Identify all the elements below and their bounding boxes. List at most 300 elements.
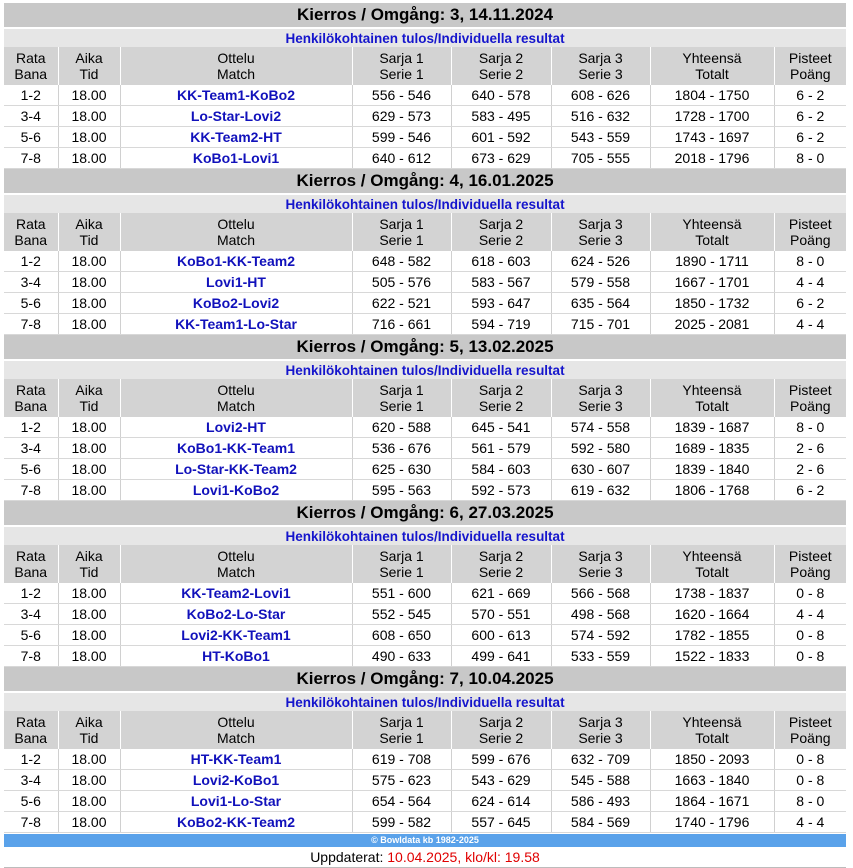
- points-cell: 0 - 8: [774, 625, 846, 646]
- match-link[interactable]: KK-Team1-Lo-Star: [120, 314, 352, 335]
- header-time-sv: Tid: [79, 232, 99, 248]
- time-cell: 18.00: [58, 293, 120, 314]
- header-serie1-sv: Serie 1: [379, 66, 424, 82]
- time-cell: 18.00: [58, 272, 120, 293]
- header-serie3-fi: Sarja 3: [578, 548, 623, 564]
- individual-results-link[interactable]: Henkilökohtainen tulos/Individuella resultat: [4, 194, 846, 213]
- header-serie3-sv: Serie 3: [578, 66, 623, 82]
- match-link[interactable]: KK-Team2-Lovi1: [120, 583, 352, 604]
- serie3-cell: 566 - 568: [551, 583, 650, 604]
- serie3-cell: 579 - 558: [551, 272, 650, 293]
- header-points-sv: Poäng: [790, 232, 831, 248]
- header-serie3-fi: Sarja 3: [578, 216, 623, 232]
- header-match: [120, 545, 352, 583]
- total-cell: 1522 - 1833: [650, 646, 774, 667]
- lane-cell: 7-8: [4, 646, 58, 667]
- header-lane: [4, 545, 58, 583]
- points-cell: 8 - 0: [774, 251, 846, 272]
- match-link[interactable]: KoBo1-KK-Team1: [120, 438, 352, 459]
- header-serie2: [451, 213, 551, 251]
- header-serie2-fi: Sarja 2: [478, 382, 524, 398]
- total-cell: 1850 - 1732: [650, 293, 774, 314]
- serie2-cell: 570 - 551: [451, 604, 551, 625]
- match-link[interactable]: KoBo2-Lo-Star: [120, 604, 352, 625]
- header-lane: [4, 711, 58, 749]
- lane-cell: 1-2: [4, 85, 58, 106]
- header-serie2-sv: Serie 2: [478, 66, 524, 82]
- serie2-cell: 583 - 495: [451, 106, 551, 127]
- serie1-cell: 599 - 582: [352, 812, 451, 833]
- individual-results-link[interactable]: Henkilökohtainen tulos/Individuella resultat: [4, 28, 846, 47]
- header-time-fi: Aika: [75, 548, 103, 564]
- serie3-cell: 533 - 559: [551, 646, 650, 667]
- column-header-row: [4, 379, 846, 417]
- subtitle-row: [4, 28, 846, 47]
- table-row: [4, 314, 846, 335]
- table-row: [4, 148, 846, 169]
- points-cell: 4 - 4: [774, 314, 846, 335]
- header-match-sv: Match: [216, 730, 256, 746]
- points-cell: 6 - 2: [774, 85, 846, 106]
- header-total: [650, 213, 774, 251]
- match-link[interactable]: Lo-Star-Lovi2: [120, 106, 352, 127]
- table-row: [4, 812, 846, 833]
- table-row: [4, 272, 846, 293]
- header-points: [774, 711, 846, 749]
- lane-cell: 3-4: [4, 438, 58, 459]
- header-match-fi: Ottelu: [217, 50, 255, 66]
- total-cell: 1839 - 1840: [650, 459, 774, 480]
- header-time: [58, 379, 120, 417]
- table-row: [4, 417, 846, 438]
- serie1-cell: 716 - 661: [352, 314, 451, 335]
- header-serie1: [352, 711, 451, 749]
- match-link[interactable]: HT-KoBo1: [120, 646, 352, 667]
- header-time-sv: Tid: [79, 66, 99, 82]
- time-cell: 18.00: [58, 480, 120, 501]
- header-points-sv: Poäng: [790, 66, 831, 82]
- serie2-cell: 583 - 567: [451, 272, 551, 293]
- header-lane-fi: Rata: [15, 50, 46, 66]
- serie1-cell: 654 - 564: [352, 791, 451, 812]
- round-title: Kierros / Omgång: 5, 13.02.2025: [4, 335, 846, 361]
- header-total-sv: Totalt: [695, 564, 729, 580]
- lane-cell: 5-6: [4, 625, 58, 646]
- header-serie3-sv: Serie 3: [578, 730, 623, 746]
- lane-cell: 1-2: [4, 417, 58, 438]
- points-cell: 0 - 8: [774, 749, 846, 770]
- serie1-cell: 490 - 633: [352, 646, 451, 667]
- lane-cell: 7-8: [4, 148, 58, 169]
- match-link[interactable]: KoBo1-KK-Team2: [120, 251, 352, 272]
- header-total-sv: Totalt: [695, 730, 729, 746]
- header-points-sv: Poäng: [790, 398, 831, 414]
- header-serie1-fi: Sarja 1: [379, 382, 424, 398]
- serie3-cell: 624 - 526: [551, 251, 650, 272]
- column-header-row: [4, 711, 846, 749]
- serie2-cell: 600 - 613: [451, 625, 551, 646]
- table-row: [4, 625, 846, 646]
- header-total: [650, 711, 774, 749]
- points-cell: 6 - 2: [774, 127, 846, 148]
- match-link[interactable]: Lovi2-KoBo1: [120, 770, 352, 791]
- header-serie2-fi: Sarja 2: [478, 548, 524, 564]
- header-serie2-sv: Serie 2: [478, 564, 524, 580]
- total-cell: 1620 - 1664: [650, 604, 774, 625]
- header-serie1-sv: Serie 1: [379, 730, 424, 746]
- header-time: [58, 711, 120, 749]
- total-cell: 1743 - 1697: [650, 127, 774, 148]
- header-serie1-sv: Serie 1: [379, 398, 424, 414]
- header-lane: [4, 47, 58, 85]
- header-total-fi: Yhteensä: [682, 548, 742, 564]
- header-lane-sv: Bana: [14, 564, 48, 580]
- header-lane-fi: Rata: [15, 548, 46, 564]
- lane-cell: 3-4: [4, 770, 58, 791]
- header-serie3-fi: Sarja 3: [578, 50, 623, 66]
- match-link[interactable]: KoBo2-KK-Team2: [120, 812, 352, 833]
- header-lane: [4, 379, 58, 417]
- table-row: [4, 438, 846, 459]
- round-header: [4, 667, 846, 693]
- header-match: [120, 47, 352, 85]
- serie1-cell: 648 - 582: [352, 251, 451, 272]
- table-row: [4, 293, 846, 314]
- match-link[interactable]: Lovi1-Lo-Star: [120, 791, 352, 812]
- header-match-sv: Match: [216, 564, 256, 580]
- time-cell: 18.00: [58, 646, 120, 667]
- updated-timestamp: 10.04.2025, klo/kl: 19.58: [387, 849, 540, 865]
- time-cell: 18.00: [58, 749, 120, 770]
- match-link[interactable]: Lovi1-KoBo2: [120, 480, 352, 501]
- serie1-cell: 505 - 576: [352, 272, 451, 293]
- serie2-cell: 601 - 592: [451, 127, 551, 148]
- total-cell: 1728 - 1700: [650, 106, 774, 127]
- points-cell: 4 - 4: [774, 812, 846, 833]
- table-row: [4, 604, 846, 625]
- header-serie2: [451, 47, 551, 85]
- header-total: [650, 47, 774, 85]
- table-row: [4, 749, 846, 770]
- lane-cell: 7-8: [4, 812, 58, 833]
- header-match-sv: Match: [216, 66, 256, 82]
- serie3-cell: 584 - 569: [551, 812, 650, 833]
- header-serie3: [551, 379, 650, 417]
- header-total: [650, 379, 774, 417]
- table-row: [4, 480, 846, 501]
- match-link[interactable]: Lovi2-HT: [120, 417, 352, 438]
- header-time: [58, 47, 120, 85]
- header-serie3-fi: Sarja 3: [578, 714, 623, 730]
- header-time-fi: Aika: [75, 50, 103, 66]
- header-serie2-fi: Sarja 2: [478, 216, 524, 232]
- header-serie2-sv: Serie 2: [478, 398, 524, 414]
- round-header: [4, 501, 846, 527]
- serie1-cell: 552 - 545: [352, 604, 451, 625]
- time-cell: 18.00: [58, 85, 120, 106]
- serie2-cell: 624 - 614: [451, 791, 551, 812]
- match-link[interactable]: Lovi1-HT: [120, 272, 352, 293]
- lane-cell: 3-4: [4, 272, 58, 293]
- serie3-cell: 705 - 555: [551, 148, 650, 169]
- header-lane-sv: Bana: [14, 398, 48, 414]
- serie2-cell: 561 - 579: [451, 438, 551, 459]
- subtitle-row: [4, 194, 846, 213]
- lane-cell: 5-6: [4, 459, 58, 480]
- header-serie1-fi: Sarja 1: [379, 714, 424, 730]
- lane-cell: 5-6: [4, 293, 58, 314]
- table-row: [4, 127, 846, 148]
- serie1-cell: 619 - 708: [352, 749, 451, 770]
- header-serie3-sv: Serie 3: [578, 232, 623, 248]
- serie2-cell: 645 - 541: [451, 417, 551, 438]
- header-total-fi: Yhteensä: [682, 216, 742, 232]
- header-points-fi: Pisteet: [788, 216, 832, 232]
- header-serie1: [352, 47, 451, 85]
- points-cell: 0 - 8: [774, 646, 846, 667]
- points-cell: 8 - 0: [774, 148, 846, 169]
- serie3-cell: 574 - 592: [551, 625, 650, 646]
- total-cell: 1804 - 1750: [650, 85, 774, 106]
- header-points-sv: Poäng: [790, 564, 831, 580]
- total-cell: 1850 - 2093: [650, 749, 774, 770]
- header-serie1: [352, 213, 451, 251]
- lane-cell: 7-8: [4, 314, 58, 335]
- lane-cell: 1-2: [4, 749, 58, 770]
- match-link[interactable]: KoBo1-Lovi1: [120, 148, 352, 169]
- lane-cell: 1-2: [4, 251, 58, 272]
- time-cell: 18.00: [58, 604, 120, 625]
- header-points-fi: Pisteet: [788, 382, 832, 398]
- points-cell: 8 - 0: [774, 791, 846, 812]
- total-cell: 1740 - 1796: [650, 812, 774, 833]
- header-points-fi: Pisteet: [788, 548, 832, 564]
- individual-results-link[interactable]: Henkilökohtainen tulos/Individuella resultat: [4, 360, 846, 379]
- lane-cell: 3-4: [4, 106, 58, 127]
- points-cell: 4 - 4: [774, 604, 846, 625]
- serie2-cell: 621 - 669: [451, 583, 551, 604]
- round-header: [4, 335, 846, 361]
- round-title: Kierros / Omgång: 6, 27.03.2025: [4, 501, 846, 527]
- table-row: [4, 646, 846, 667]
- header-match-sv: Match: [216, 398, 256, 414]
- total-cell: 1839 - 1687: [650, 417, 774, 438]
- header-points: [774, 545, 846, 583]
- serie3-cell: 632 - 709: [551, 749, 650, 770]
- header-match: [120, 379, 352, 417]
- header-points: [774, 379, 846, 417]
- round-title: Kierros / Omgång: 4, 16.01.2025: [4, 169, 846, 195]
- column-header-row: [4, 213, 846, 251]
- time-cell: 18.00: [58, 106, 120, 127]
- serie3-cell: 635 - 564: [551, 293, 650, 314]
- header-serie2-fi: Sarja 2: [478, 714, 524, 730]
- header-match: [120, 213, 352, 251]
- serie1-cell: 599 - 546: [352, 127, 451, 148]
- total-cell: 1806 - 1768: [650, 480, 774, 501]
- serie2-cell: 599 - 676: [451, 749, 551, 770]
- serie1-cell: 551 - 600: [352, 583, 451, 604]
- table-row: [4, 583, 846, 604]
- header-serie2-sv: Serie 2: [478, 730, 524, 746]
- serie3-cell: 543 - 559: [551, 127, 650, 148]
- serie1-cell: 629 - 573: [352, 106, 451, 127]
- header-lane-sv: Bana: [14, 232, 48, 248]
- time-cell: 18.00: [58, 148, 120, 169]
- points-cell: 6 - 2: [774, 293, 846, 314]
- table-row: [4, 770, 846, 791]
- lane-cell: 7-8: [4, 480, 58, 501]
- header-time-fi: Aika: [75, 382, 103, 398]
- header-serie1: [352, 545, 451, 583]
- serie1-cell: 622 - 521: [352, 293, 451, 314]
- table-row: [4, 106, 846, 127]
- serie2-cell: 499 - 641: [451, 646, 551, 667]
- header-match-fi: Ottelu: [217, 548, 255, 564]
- header-total-fi: Yhteensä: [682, 714, 742, 730]
- total-cell: 1738 - 1837: [650, 583, 774, 604]
- serie1-cell: 556 - 546: [352, 85, 451, 106]
- header-serie3-fi: Sarja 3: [578, 382, 623, 398]
- time-cell: 18.00: [58, 127, 120, 148]
- header-serie1-sv: Serie 1: [379, 564, 424, 580]
- header-match-fi: Ottelu: [217, 714, 255, 730]
- serie2-cell: 557 - 645: [451, 812, 551, 833]
- serie1-cell: 575 - 623: [352, 770, 451, 791]
- header-total-sv: Totalt: [695, 232, 729, 248]
- header-serie2-fi: Sarja 2: [478, 50, 524, 66]
- subtitle-row: [4, 526, 846, 545]
- serie1-cell: 625 - 630: [352, 459, 451, 480]
- time-cell: 18.00: [58, 791, 120, 812]
- total-cell: 1782 - 1855: [650, 625, 774, 646]
- serie2-cell: 543 - 629: [451, 770, 551, 791]
- points-cell: 2 - 6: [774, 459, 846, 480]
- individual-results-link[interactable]: Henkilökohtainen tulos/Individuella resultat: [4, 692, 846, 711]
- header-lane-sv: Bana: [14, 730, 48, 746]
- match-link[interactable]: Lo-Star-KK-Team2: [120, 459, 352, 480]
- serie3-cell: 574 - 558: [551, 417, 650, 438]
- match-link[interactable]: KK-Team1-KoBo2: [120, 85, 352, 106]
- round-header: [4, 3, 846, 28]
- serie3-cell: 586 - 493: [551, 791, 650, 812]
- total-cell: 1890 - 1711: [650, 251, 774, 272]
- time-cell: 18.00: [58, 251, 120, 272]
- match-link[interactable]: Lovi2-KK-Team1: [120, 625, 352, 646]
- header-lane-fi: Rata: [15, 216, 46, 232]
- header-serie2: [451, 711, 551, 749]
- points-cell: 4 - 4: [774, 272, 846, 293]
- time-cell: 18.00: [58, 625, 120, 646]
- serie3-cell: 592 - 580: [551, 438, 650, 459]
- header-total-sv: Totalt: [695, 398, 729, 414]
- serie3-cell: 498 - 568: [551, 604, 650, 625]
- serie1-cell: 536 - 676: [352, 438, 451, 459]
- match-link[interactable]: HT-KK-Team1: [120, 749, 352, 770]
- lane-cell: 5-6: [4, 127, 58, 148]
- serie3-cell: 619 - 632: [551, 480, 650, 501]
- subtitle-row: [4, 360, 846, 379]
- serie1-cell: 620 - 588: [352, 417, 451, 438]
- header-lane-fi: Rata: [15, 714, 46, 730]
- header-time: [58, 545, 120, 583]
- header-total-sv: Totalt: [695, 66, 729, 82]
- match-link[interactable]: KoBo2-Lovi2: [120, 293, 352, 314]
- individual-results-link[interactable]: Henkilökohtainen tulos/Individuella resultat: [4, 526, 846, 545]
- lane-cell: 5-6: [4, 791, 58, 812]
- serie3-cell: 608 - 626: [551, 85, 650, 106]
- header-lane-sv: Bana: [14, 66, 48, 82]
- total-cell: 2018 - 1796: [650, 148, 774, 169]
- header-serie1: [352, 379, 451, 417]
- column-header-row: [4, 47, 846, 85]
- points-cell: 0 - 8: [774, 583, 846, 604]
- header-match-sv: Match: [216, 232, 256, 248]
- table-row: [4, 251, 846, 272]
- table-row: [4, 85, 846, 106]
- results-table: [4, 3, 846, 833]
- header-serie3: [551, 213, 650, 251]
- header-points: [774, 213, 846, 251]
- header-match: [120, 711, 352, 749]
- header-time-fi: Aika: [75, 714, 103, 730]
- header-time-sv: Tid: [79, 398, 99, 414]
- header-serie1-fi: Sarja 1: [379, 216, 424, 232]
- serie2-cell: 584 - 603: [451, 459, 551, 480]
- total-cell: 1864 - 1671: [650, 791, 774, 812]
- header-time: [58, 213, 120, 251]
- subtitle-row: [4, 692, 846, 711]
- total-cell: 2025 - 2081: [650, 314, 774, 335]
- header-serie2: [451, 379, 551, 417]
- serie1-cell: 595 - 563: [352, 480, 451, 501]
- total-cell: 1689 - 1835: [650, 438, 774, 459]
- points-cell: 0 - 8: [774, 770, 846, 791]
- header-time-fi: Aika: [75, 216, 103, 232]
- header-points-fi: Pisteet: [788, 714, 832, 730]
- round-title: Kierros / Omgång: 3, 14.11.2024: [4, 3, 846, 28]
- serie2-cell: 640 - 578: [451, 85, 551, 106]
- serie3-cell: 630 - 607: [551, 459, 650, 480]
- header-match-fi: Ottelu: [217, 382, 255, 398]
- lane-cell: 3-4: [4, 604, 58, 625]
- table-row: [4, 791, 846, 812]
- header-serie3: [551, 545, 650, 583]
- total-cell: 1663 - 1840: [650, 770, 774, 791]
- match-link[interactable]: KK-Team2-HT: [120, 127, 352, 148]
- time-cell: 18.00: [58, 314, 120, 335]
- serie3-cell: 516 - 632: [551, 106, 650, 127]
- updated-line: [4, 847, 846, 868]
- header-points-fi: Pisteet: [788, 50, 832, 66]
- header-serie3-sv: Serie 3: [578, 564, 623, 580]
- serie1-cell: 640 - 612: [352, 148, 451, 169]
- header-total-fi: Yhteensä: [682, 50, 742, 66]
- points-cell: 8 - 0: [774, 417, 846, 438]
- column-header-row: [4, 545, 846, 583]
- header-total: [650, 545, 774, 583]
- serie2-cell: 592 - 573: [451, 480, 551, 501]
- time-cell: 18.00: [58, 459, 120, 480]
- header-lane-fi: Rata: [15, 382, 46, 398]
- table-row: [4, 459, 846, 480]
- serie2-cell: 618 - 603: [451, 251, 551, 272]
- time-cell: 18.00: [58, 812, 120, 833]
- header-serie1-fi: Sarja 1: [379, 50, 424, 66]
- header-match-fi: Ottelu: [217, 216, 255, 232]
- header-points: [774, 47, 846, 85]
- updated-label: Uppdaterat:: [310, 849, 388, 865]
